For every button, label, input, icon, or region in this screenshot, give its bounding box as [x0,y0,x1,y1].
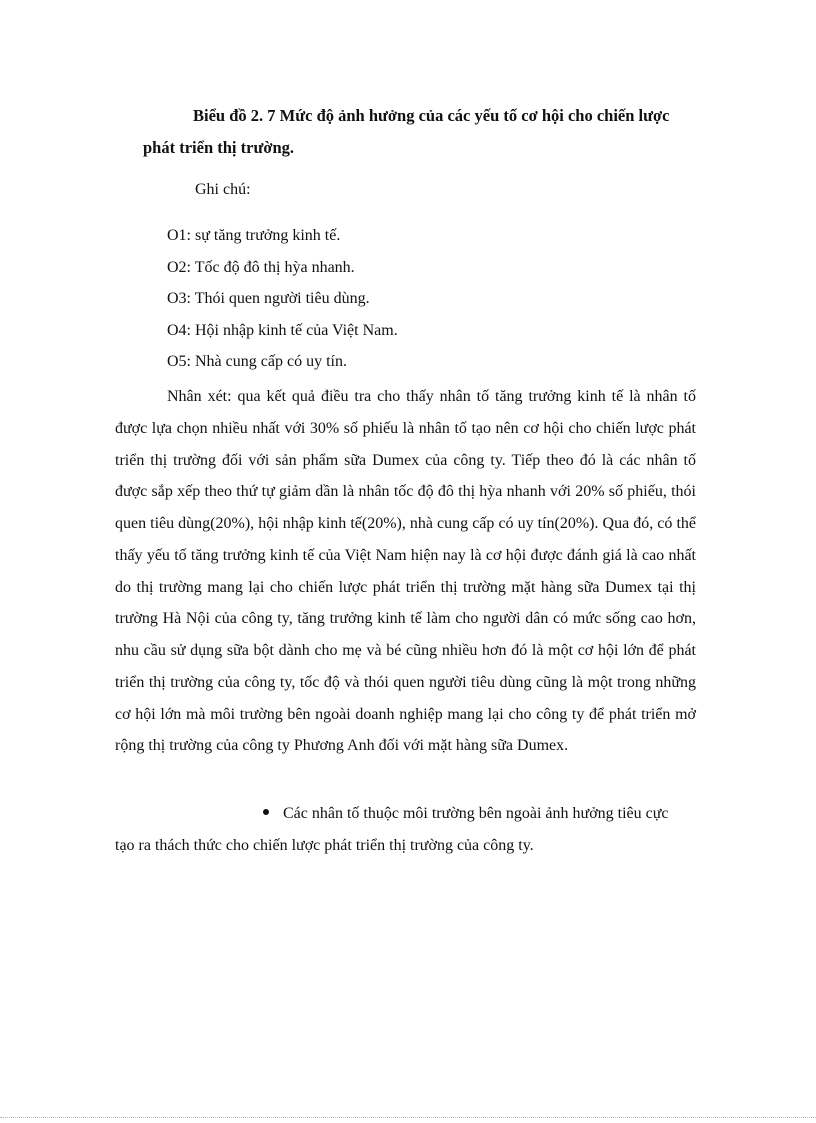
caption-line-2: phát triển thị trường. [143,138,295,157]
legend-item-o4: O4: Hội nhập kinh tế của Việt Nam. [167,321,398,339]
caption-line-1: Biểu đồ 2. 7 Mức độ ảnh hưởng của các yếu tố cơ hội cho chiến lược [193,106,670,125]
bullet-paragraph [115,798,696,861]
legend-item-o5: O5: Nhà cung cấp có uy tín. [167,353,347,370]
legend-item-o1: O1: sự tăng trưởng kinh tế. [167,227,341,244]
legend-list [167,224,398,382]
bullet-line-1 [115,798,696,830]
bullet-text-1: Các nhân tố thuộc môi trường bên ngoài ảnh hưởng tiêu cực [283,805,669,822]
page-bottom-divider [0,1117,816,1118]
bullet-text-2: tạo ra thách thức cho chiến lược phát triển thị trường của công ty. [115,836,534,854]
legend-item-o3: O3: Thói quen người tiêu dùng. [167,290,370,307]
legend-item-o2: O2: Tốc độ đô thị hỳa nhanh. [167,258,355,276]
note-title: Ghi chú: [195,181,251,198]
remark-paragraph: Nhân xét: qua kết quả điều tra cho thấy nhân tố tăng trưởng kinh tế là nhân tố được lựa chọn nhiều nhất với 30% số phiếu là nhân tố tạo nên cơ hội cho chiến lược phát triển thị trường đối với sản phẩm sữa Dumex của công ty. Tiếp theo đó là các nhân tố được sắp xếp theo thứ tự giảm dần là nhân tốc độ đô thị hỳa nhanh với 20% số phiếu, thói quen tiêu dùng(20%), hội nhập kinh tế(20%), nhà cung cấp có uy tín(20%). Qua đó, có thể thấy yếu tố tăng trưởng kinh tế của Việt Nam hiện nay là cơ hội được đánh giá là cao nhất do thị trường mang lại cho chiến lược phát triển thị trường mặt hàng sữa Dumex tại thị trường Hà Nội của công ty, tăng trưởng kinh tế làm cho người dân có mức sống cao hơn, nhu cầu sử dụng sữa bột dành cho mẹ và bé cũng nhiều hơn đó là một cơ hội lớn để phát triển thị trường của công ty, tốc độ và thói quen người tiêu dùng cũng là một trong những cơ hội lớn mà môi trường bên ngoài doanh nghiệp mang lại cho công ty để phát triển mở rộng thị trường của công ty Phương Anh đối với mặt hàng sữa Dumex. [115,388,696,755]
chart-caption [143,100,703,164]
bullet-dot-icon [263,809,269,815]
